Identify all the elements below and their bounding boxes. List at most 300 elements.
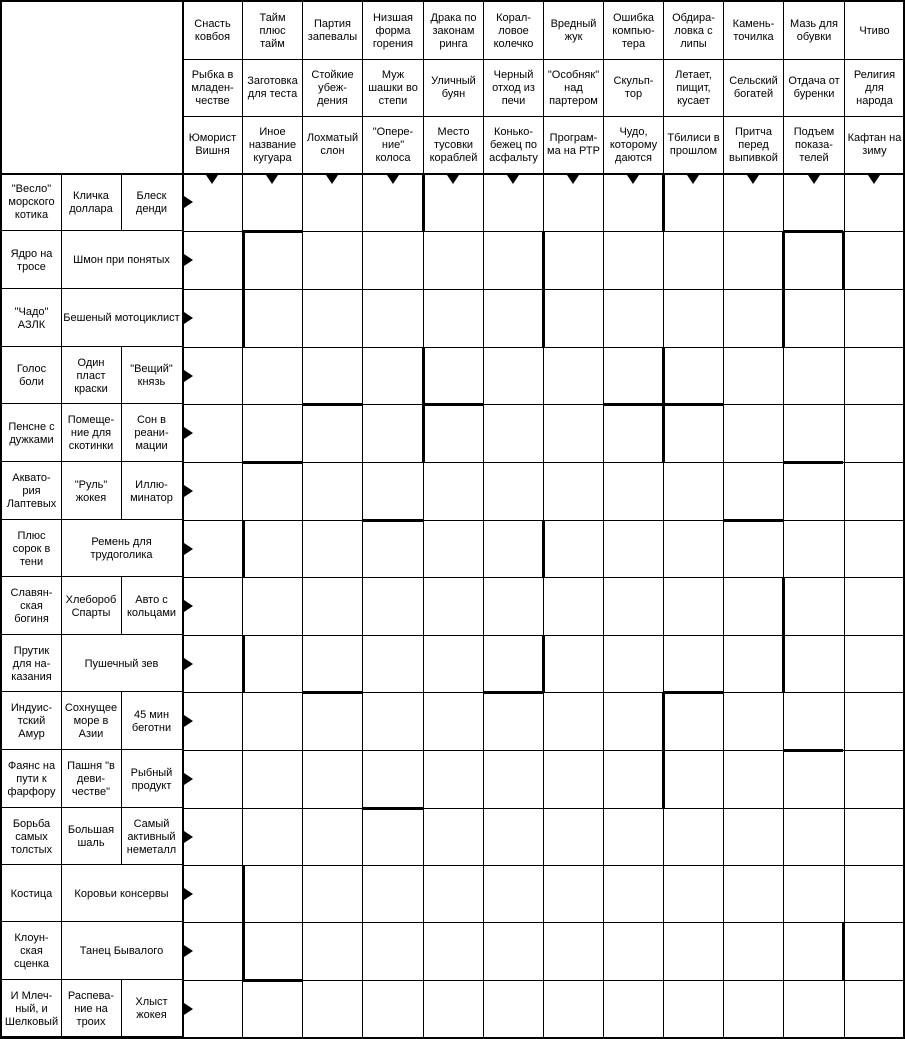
answer-cell[interactable]: [724, 982, 783, 1037]
answer-cell[interactable]: [363, 406, 423, 462]
answer-cell[interactable]: [183, 291, 242, 347]
column-clue: Мазь для обувки: [790, 18, 838, 43]
answer-cell[interactable]: [544, 233, 603, 289]
thick-divider: [662, 173, 665, 231]
answer-cell[interactable]: [544, 406, 603, 462]
grid-line: [0, 403, 182, 404]
row-clue: "Руль" жокея: [74, 478, 108, 504]
grid-line: [182, 692, 904, 693]
answer-cell[interactable]: [544, 637, 603, 692]
answer-cell[interactable]: [784, 406, 844, 462]
row-clue: Блеск денди: [135, 189, 168, 215]
grid-line: [0, 634, 182, 635]
answer-cell[interactable]: [784, 867, 844, 922]
answer-cell[interactable]: [303, 694, 362, 750]
answer-cell[interactable]: [484, 924, 543, 980]
answer-cell[interactable]: [424, 867, 483, 922]
answer-cell[interactable]: [183, 694, 242, 750]
column-clue: Програм- ма на РТР: [547, 132, 600, 157]
answer-cell[interactable]: [484, 291, 543, 347]
column-clue: Низшая форма горения: [372, 11, 414, 50]
answer-cell[interactable]: [183, 464, 242, 520]
grid-line: [0, 519, 182, 520]
answer-cell[interactable]: [784, 924, 844, 980]
column-clue: Обдира- ловка с липы: [672, 11, 715, 50]
answer-cell[interactable]: [243, 175, 302, 231]
answer-cell[interactable]: [484, 233, 543, 289]
thick-divider: [783, 461, 843, 464]
row-clue: Самый активный неметалл: [126, 817, 177, 856]
answer-cell[interactable]: [303, 637, 362, 692]
answer-cell[interactable]: [544, 175, 603, 231]
answer-cell[interactable]: [724, 349, 783, 404]
answer-cell[interactable]: [724, 867, 783, 922]
row-clue: Аквато- рия Лаптевых: [6, 472, 57, 510]
row-clue: Один пласт краски: [74, 356, 108, 395]
row-clue: Голос боли: [16, 363, 47, 388]
thick-divider: [662, 750, 665, 808]
answer-cell[interactable]: [664, 982, 723, 1037]
answer-cell[interactable]: [664, 522, 723, 577]
thick-divider: [242, 865, 245, 922]
answer-cell[interactable]: [303, 464, 362, 520]
answer-cell[interactable]: [845, 464, 904, 520]
answer-cell[interactable]: [845, 982, 904, 1037]
answer-cell[interactable]: [243, 522, 302, 577]
answer-cell[interactable]: [363, 464, 423, 520]
column-clue: Летает, пищит, кусает: [675, 68, 712, 107]
answer-cell[interactable]: [183, 233, 242, 289]
answer-cell[interactable]: [544, 867, 603, 922]
answer-cell[interactable]: [664, 349, 723, 404]
answer-cell[interactable]: [784, 349, 844, 404]
answer-cell[interactable]: [845, 175, 904, 231]
answer-cell[interactable]: [845, 291, 904, 347]
row-clue: 45 мин беготни: [131, 708, 172, 734]
row-clue: Индуис- тский Амур: [10, 702, 53, 740]
answer-cell[interactable]: [724, 924, 783, 980]
grid-line: [0, 1036, 182, 1037]
answer-cell[interactable]: [664, 637, 723, 692]
answer-cell[interactable]: [544, 464, 603, 520]
thick-divider: [483, 691, 543, 694]
column-clue: Чтиво: [859, 24, 890, 37]
row-clue: Хлебороб Спарты: [65, 593, 117, 619]
row-clue: Рыбный продукт: [130, 766, 173, 792]
column-clue: "Опере- ние" колоса: [372, 125, 414, 164]
answer-cell[interactable]: [243, 694, 302, 750]
answer-cell[interactable]: [664, 233, 723, 289]
answer-cell[interactable]: [424, 349, 483, 404]
answer-cell[interactable]: [724, 579, 783, 635]
answer-cell[interactable]: [845, 522, 904, 577]
grid-line: [0, 288, 182, 289]
answer-cell[interactable]: [544, 579, 603, 635]
answer-cell[interactable]: [424, 175, 483, 231]
row-clue: Прутик для на- казания: [11, 644, 52, 683]
answer-cell[interactable]: [363, 924, 423, 980]
answer-cell[interactable]: [724, 464, 783, 520]
answer-cell[interactable]: [303, 406, 362, 462]
answer-cell[interactable]: [484, 464, 543, 520]
thick-divider: [662, 692, 665, 750]
answer-cell[interactable]: [544, 924, 603, 980]
row-clue: Ядро на тросе: [10, 247, 53, 273]
answer-cell[interactable]: [784, 464, 844, 520]
thick-divider: [663, 691, 723, 694]
answer-cell[interactable]: [243, 982, 302, 1037]
answer-cell[interactable]: [604, 810, 663, 865]
thick-divider: [603, 403, 663, 406]
answer-cell[interactable]: [183, 982, 242, 1037]
thick-divider: [362, 519, 423, 522]
answer-cell[interactable]: [243, 924, 302, 980]
answer-cell[interactable]: [243, 464, 302, 520]
answer-cell[interactable]: [784, 233, 844, 289]
grid-line: [0, 749, 182, 750]
answer-cell[interactable]: [784, 810, 844, 865]
answer-cell[interactable]: [183, 522, 242, 577]
answer-cell[interactable]: [183, 810, 242, 865]
answer-cell[interactable]: [724, 637, 783, 692]
answer-cell[interactable]: [724, 810, 783, 865]
answer-cell[interactable]: [724, 175, 783, 231]
answer-cell[interactable]: [664, 924, 723, 980]
thick-divider: [782, 289, 785, 347]
column-clue: Скульп- тор: [613, 75, 654, 100]
answer-cell[interactable]: [303, 291, 362, 347]
column-clue: Тайм плюс тайм: [259, 11, 286, 50]
answer-cell[interactable]: [664, 175, 723, 231]
answer-cell[interactable]: [724, 291, 783, 347]
answer-cell[interactable]: [724, 406, 783, 462]
answer-cell[interactable]: [845, 579, 904, 635]
answer-cell[interactable]: [845, 233, 904, 289]
answer-cell[interactable]: [784, 637, 844, 692]
answer-cell[interactable]: [363, 867, 423, 922]
answer-cell[interactable]: [845, 752, 904, 808]
answer-cell[interactable]: [243, 752, 302, 808]
answer-cell[interactable]: [484, 406, 543, 462]
row-clue: Большая шаль: [67, 824, 115, 849]
column-clue: "Особняк" над партером: [547, 68, 600, 107]
answer-cell[interactable]: [303, 579, 362, 635]
row-clue: Пенсне с дужками: [8, 420, 55, 446]
row-clue: Кличка доллара: [69, 189, 113, 215]
answer-cell[interactable]: [845, 694, 904, 750]
column-clue: Партия запевалы: [307, 18, 358, 43]
thick-divider: [242, 635, 245, 692]
answer-cell[interactable]: [363, 637, 423, 692]
thick-divider: [422, 404, 425, 462]
answer-cell[interactable]: [183, 752, 242, 808]
column-clue: Отдача от буренки: [788, 75, 840, 100]
answer-cell[interactable]: [484, 867, 543, 922]
answer-cell[interactable]: [724, 522, 783, 577]
answer-cell[interactable]: [604, 924, 663, 980]
thick-divider: [662, 347, 665, 404]
row-clue: Шмон при понятых: [73, 254, 170, 266]
grid-line: [182, 922, 904, 923]
answer-cell[interactable]: [363, 982, 423, 1037]
column-clue: Драка по законам ринга: [430, 11, 477, 50]
answer-cell[interactable]: [784, 291, 844, 347]
answer-cell[interactable]: [604, 349, 663, 404]
answer-cell[interactable]: [303, 982, 362, 1037]
answer-cell[interactable]: [424, 752, 483, 808]
answer-cell[interactable]: [484, 694, 543, 750]
answer-cell[interactable]: [484, 175, 543, 231]
row-clue: Хлыст жокея: [135, 996, 168, 1021]
answer-cell[interactable]: [784, 175, 844, 231]
row-clue: Костица: [10, 887, 53, 900]
answer-cell[interactable]: [303, 175, 362, 231]
answer-cell[interactable]: [664, 464, 723, 520]
answer-cell[interactable]: [243, 233, 302, 289]
thick-divider: [723, 519, 783, 522]
column-clue: Черный отход из печи: [492, 68, 535, 107]
row-clue: Авто с кольцами: [126, 593, 177, 619]
answer-cell[interactable]: [845, 924, 904, 980]
answer-cell[interactable]: [544, 349, 603, 404]
column-clue: Стойкие убеж- дения: [311, 68, 354, 107]
row-clue: Пушечный зев: [84, 657, 159, 670]
column-clue: Подъем показа- телей: [793, 125, 835, 164]
answer-cell[interactable]: [424, 406, 483, 462]
thick-divider: [782, 231, 785, 289]
thick-divider: [542, 289, 545, 347]
thick-divider: [242, 520, 245, 577]
column-clue: Конько- бежец по асфальту: [489, 125, 538, 164]
thick-divider: [662, 404, 665, 462]
answer-cell[interactable]: [424, 924, 483, 980]
answer-cell[interactable]: [664, 291, 723, 347]
answer-cell[interactable]: [604, 637, 663, 692]
answer-cell[interactable]: [484, 810, 543, 865]
column-clue: Заготовка для теста: [247, 75, 298, 100]
column-clue: Муж шашки во степи: [368, 68, 418, 107]
answer-cell[interactable]: [484, 522, 543, 577]
answer-cell[interactable]: [484, 637, 543, 692]
answer-cell[interactable]: [183, 175, 242, 231]
column-clue: Чудо, которому даются: [609, 125, 658, 164]
thick-divider: [243, 230, 303, 233]
answer-cell[interactable]: [363, 694, 423, 750]
thick-divider: [542, 635, 545, 692]
row-clue: Танец Бывалого: [79, 945, 164, 957]
column-clue: Место тусовки кораблей: [429, 125, 478, 164]
answer-cell[interactable]: [604, 752, 663, 808]
row-clue: Фаянс на пути к фарфору: [7, 760, 56, 798]
answer-cell[interactable]: [183, 637, 242, 692]
answer-cell[interactable]: [604, 291, 663, 347]
answer-cell[interactable]: [303, 752, 362, 808]
thick-divider: [243, 461, 303, 464]
answer-cell[interactable]: [303, 349, 362, 404]
row-clue: Ремень для трудоголика: [90, 536, 153, 561]
thick-divider: [783, 230, 843, 233]
answer-cell[interactable]: [303, 810, 362, 865]
answer-cell[interactable]: [784, 752, 844, 808]
row-clue: Иллю- минатор: [130, 478, 173, 504]
row-clue: Сон в реани- мации: [134, 414, 169, 452]
thick-divider: [422, 347, 425, 404]
answer-cell[interactable]: [303, 233, 362, 289]
answer-cell[interactable]: [183, 867, 242, 922]
answer-cell[interactable]: [363, 175, 423, 231]
answer-cell[interactable]: [784, 579, 844, 635]
column-clue: Юморист Вишня: [188, 132, 237, 157]
row-clue: Сохнущее море в Азии: [64, 702, 118, 740]
answer-cell[interactable]: [243, 637, 302, 692]
grid-line: [0, 461, 182, 462]
answer-cell[interactable]: [604, 464, 663, 520]
answer-cell[interactable]: [604, 579, 663, 635]
answer-cell[interactable]: [724, 752, 783, 808]
answer-cell[interactable]: [845, 810, 904, 865]
answer-cell[interactable]: [243, 579, 302, 635]
answer-cell[interactable]: [604, 522, 663, 577]
answer-cell[interactable]: [424, 810, 483, 865]
column-clue: Ошибка компью- тера: [612, 11, 655, 50]
answer-cell[interactable]: [664, 752, 723, 808]
answer-cell[interactable]: [243, 406, 302, 462]
answer-cell[interactable]: [544, 694, 603, 750]
column-clue: Иное название кугуара: [248, 125, 297, 164]
answer-cell[interactable]: [784, 982, 844, 1037]
thick-divider: [303, 403, 362, 406]
answer-cell[interactable]: [784, 522, 844, 577]
column-clue: Кафтан на зиму: [847, 132, 902, 157]
answer-cell[interactable]: [845, 637, 904, 692]
answer-cell[interactable]: [784, 694, 844, 750]
answer-cell[interactable]: [604, 175, 663, 231]
answer-cell[interactable]: [243, 291, 302, 347]
answer-cell[interactable]: [604, 233, 663, 289]
answer-cell[interactable]: [363, 291, 423, 347]
row-clue: Клоун- ская сценка: [13, 932, 50, 970]
answer-cell[interactable]: [724, 233, 783, 289]
answer-cell[interactable]: [424, 522, 483, 577]
answer-cell[interactable]: [303, 924, 362, 980]
thick-divider: [242, 289, 245, 347]
answer-cell[interactable]: [484, 349, 543, 404]
answer-cell[interactable]: [664, 579, 723, 635]
answer-cell[interactable]: [724, 694, 783, 750]
column-clue: Сельский богатей: [729, 75, 778, 100]
answer-cell[interactable]: [544, 522, 603, 577]
answer-cell[interactable]: [183, 349, 242, 404]
thick-divider: [782, 635, 785, 692]
row-clue: "Вещий" князь: [130, 363, 173, 388]
row-clue: Борьба самых толстых: [10, 817, 53, 856]
thick-divider: [243, 979, 303, 982]
answer-cell[interactable]: [664, 694, 723, 750]
answer-cell[interactable]: [424, 694, 483, 750]
grid-line: [0, 0, 905, 2]
answer-cell[interactable]: [424, 291, 483, 347]
grid-line: [0, 346, 182, 347]
column-clue: Притча перед выпивкой: [729, 125, 778, 164]
grid-line: [0, 979, 182, 980]
column-clue: Корал- ловое колечко: [493, 11, 534, 50]
answer-cell[interactable]: [845, 406, 904, 462]
answer-cell[interactable]: [363, 752, 423, 808]
answer-cell[interactable]: [664, 810, 723, 865]
answer-cell[interactable]: [243, 349, 302, 404]
answer-cell[interactable]: [845, 867, 904, 922]
thick-divider: [663, 403, 723, 406]
answer-cell[interactable]: [845, 349, 904, 404]
answer-cell[interactable]: [424, 579, 483, 635]
grid-line: [182, 404, 904, 405]
answer-cell[interactable]: [363, 349, 423, 404]
row-clue: Славян- ская богиня: [10, 587, 53, 625]
answer-cell[interactable]: [544, 291, 603, 347]
column-clue: Тбилиси в прошлом: [667, 132, 720, 157]
answer-cell[interactable]: [363, 233, 423, 289]
row-clue: Распева- ние на троих: [67, 989, 115, 1028]
answer-cell[interactable]: [303, 522, 362, 577]
answer-cell[interactable]: [363, 810, 423, 865]
answer-cell[interactable]: [664, 406, 723, 462]
thick-divider: [303, 691, 362, 694]
thick-divider: [783, 749, 843, 752]
thick-divider: [362, 807, 423, 810]
row-clue: "Весло" морского котика: [8, 183, 55, 221]
answer-cell[interactable]: [363, 522, 423, 577]
grid-line: [182, 347, 904, 348]
answer-cell[interactable]: [424, 637, 483, 692]
answer-cell[interactable]: [604, 406, 663, 462]
answer-cell[interactable]: [424, 233, 483, 289]
answer-cell[interactable]: [484, 752, 543, 808]
answer-cell[interactable]: [303, 867, 362, 922]
answer-cell[interactable]: [424, 982, 483, 1037]
answer-cell[interactable]: [484, 579, 543, 635]
answer-cell[interactable]: [183, 579, 242, 635]
answer-cell[interactable]: [664, 867, 723, 922]
column-clue: Религия для народа: [853, 68, 896, 107]
column-clue: Лохматый слон: [306, 132, 359, 157]
row-clue: И Млеч- ный, и Шелковый: [4, 989, 59, 1028]
answer-cell[interactable]: [243, 867, 302, 922]
answer-cell[interactable]: [604, 694, 663, 750]
answer-cell[interactable]: [484, 982, 543, 1037]
grid-line: [0, 691, 182, 692]
answer-cell[interactable]: [183, 406, 242, 462]
thick-divider: [423, 403, 483, 406]
grid-line: [182, 577, 904, 578]
column-clue: Камень- точилка: [732, 18, 775, 43]
answer-cell[interactable]: [604, 867, 663, 922]
grid-line: [0, 921, 182, 922]
answer-cell[interactable]: [544, 982, 603, 1037]
answer-cell[interactable]: [544, 810, 603, 865]
answer-cell[interactable]: [183, 924, 242, 980]
answer-cell[interactable]: [424, 464, 483, 520]
grid-line: [182, 865, 904, 866]
thick-divider: [242, 922, 245, 980]
answer-cell[interactable]: [544, 752, 603, 808]
grid-line: [0, 864, 182, 865]
answer-cell[interactable]: [363, 579, 423, 635]
answer-cell[interactable]: [243, 810, 302, 865]
grid-line: [0, 576, 182, 577]
answer-cell[interactable]: [604, 982, 663, 1037]
row-clue: Бешеный мотоциклист: [63, 312, 180, 324]
grid-line: [182, 808, 904, 809]
